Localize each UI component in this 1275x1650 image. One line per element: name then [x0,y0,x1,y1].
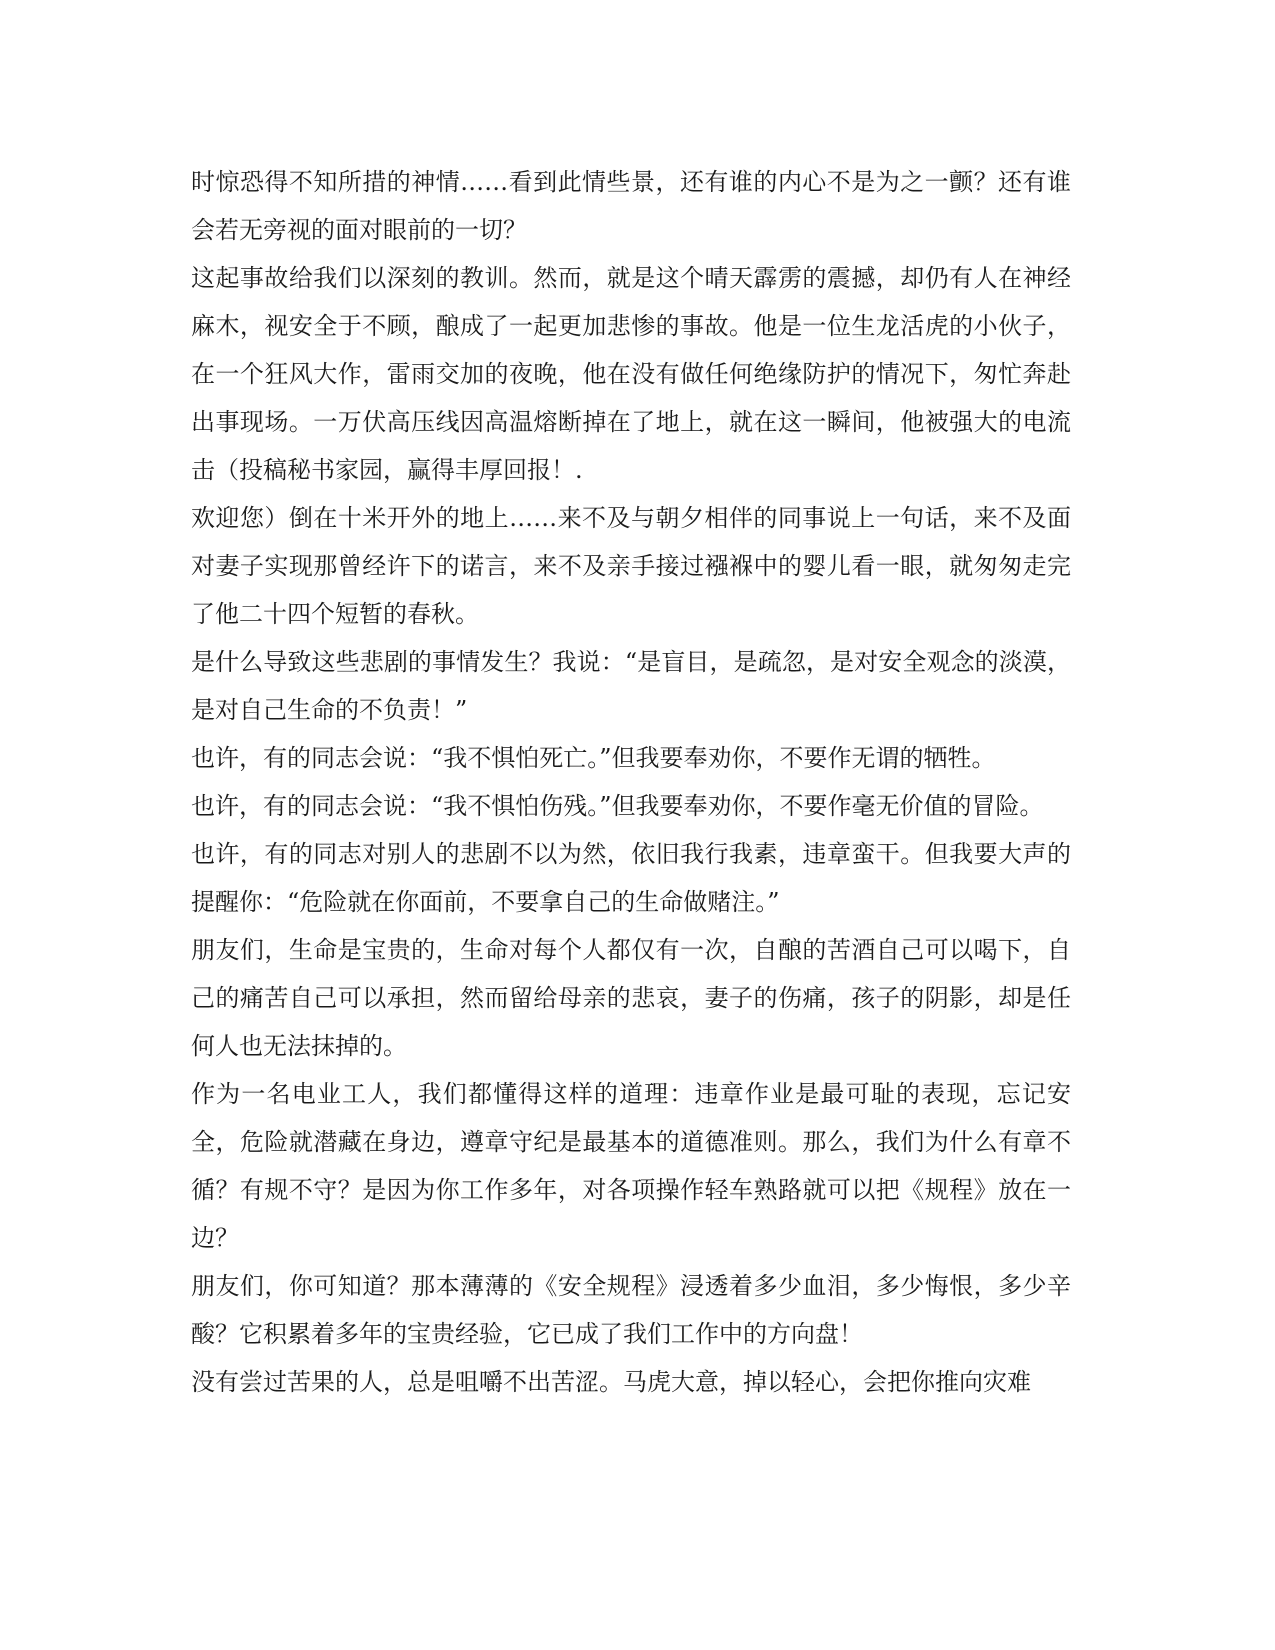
paragraph-1: 时惊恐得不知所措的神情……看到此情些景，还有谁的内心不是为之一颤？还有谁会若无旁视的面对眼前的一切？ [191,168,1071,244]
paragraph-7: 也许，有的同志对别人的悲剧不以为然，依旧我行我素，违章蛮干。但我要大声的提醒你：“危险就在你面前，不要拿自己的生命做赌注。” [191,840,1071,916]
paragraph-3: 欢迎您）倒在十米开外的地上……来不及与朝夕相伴的同事说上一句话，来不及面对妻子实现那曾经许下的诺言，来不及亲手接过襁褓中的婴儿看一眼，就匆匆走完了他二十四个短暂的春秋。 [191,504,1071,628]
paragraph-4: 是什么导致这些悲剧的事情发生？我说：“是盲目，是疏忽，是对安全观念的淡漠，是对自己生命的不负责！” [191,648,1071,724]
paragraph-8: 朋友们，生命是宝贵的，生命对每个人都仅有一次，自酿的苦酒自己可以喝下，自己的痛苦自己可以承担，然而留给母亲的悲哀，妻子的伤痛，孩子的阴影，却是任何人也无法抹掉的。 [191,936,1071,1060]
document-body [191,158,1071,1406]
paragraph-5: 也许，有的同志会说：“我不惧怕死亡。”但我要奉劝你，不要作无谓的牺牲。 [191,744,996,772]
paragraph-9: 作为一名电业工人，我们都懂得这样的道理：违章作业是最可耻的表现，忘记安全，危险就潜藏在身边，遵章守纪是最基本的道德准则。那么，我们为什么有章不循？有规不守？是因为你工作多年，对各项操作轻车熟路就可以把《规程》放在一边？ [191,1080,1071,1252]
paragraph-10: 朋友们，你可知道？那本薄薄的《安全规程》浸透着多少血泪，多少悔恨，多少辛酸？它积累着多年的宝贵经验，它已成了我们工作中的方向盘！ [191,1272,1071,1348]
paragraph-6: 也许，有的同志会说：“我不惧怕伤残。”但我要奉劝你，不要作毫无价值的冒险。 [191,792,1044,820]
paragraph-2: 这起事故给我们以深刻的教训。然而，就是这个晴天霹雳的震撼，却仍有人在神经麻木，视安全于不顾，酿成了一起更加悲惨的事故。他是一位生龙活虎的小伙子，在一个狂风大作，雷雨交加的夜晚，他在没有做任何绝缘防护的情况下，匆忙奔赴出事现场。一万伏高压线因高温熔断掉在了地上，就在这一瞬间，他被强大的电流击（投稿秘书家园，赢得丰厚回报！. [191,264,1071,484]
paragraph-11: 没有尝过苦果的人，总是咀嚼不出苦涩。马虎大意，掉以轻心，会把你推向灾难 [191,1368,1031,1396]
